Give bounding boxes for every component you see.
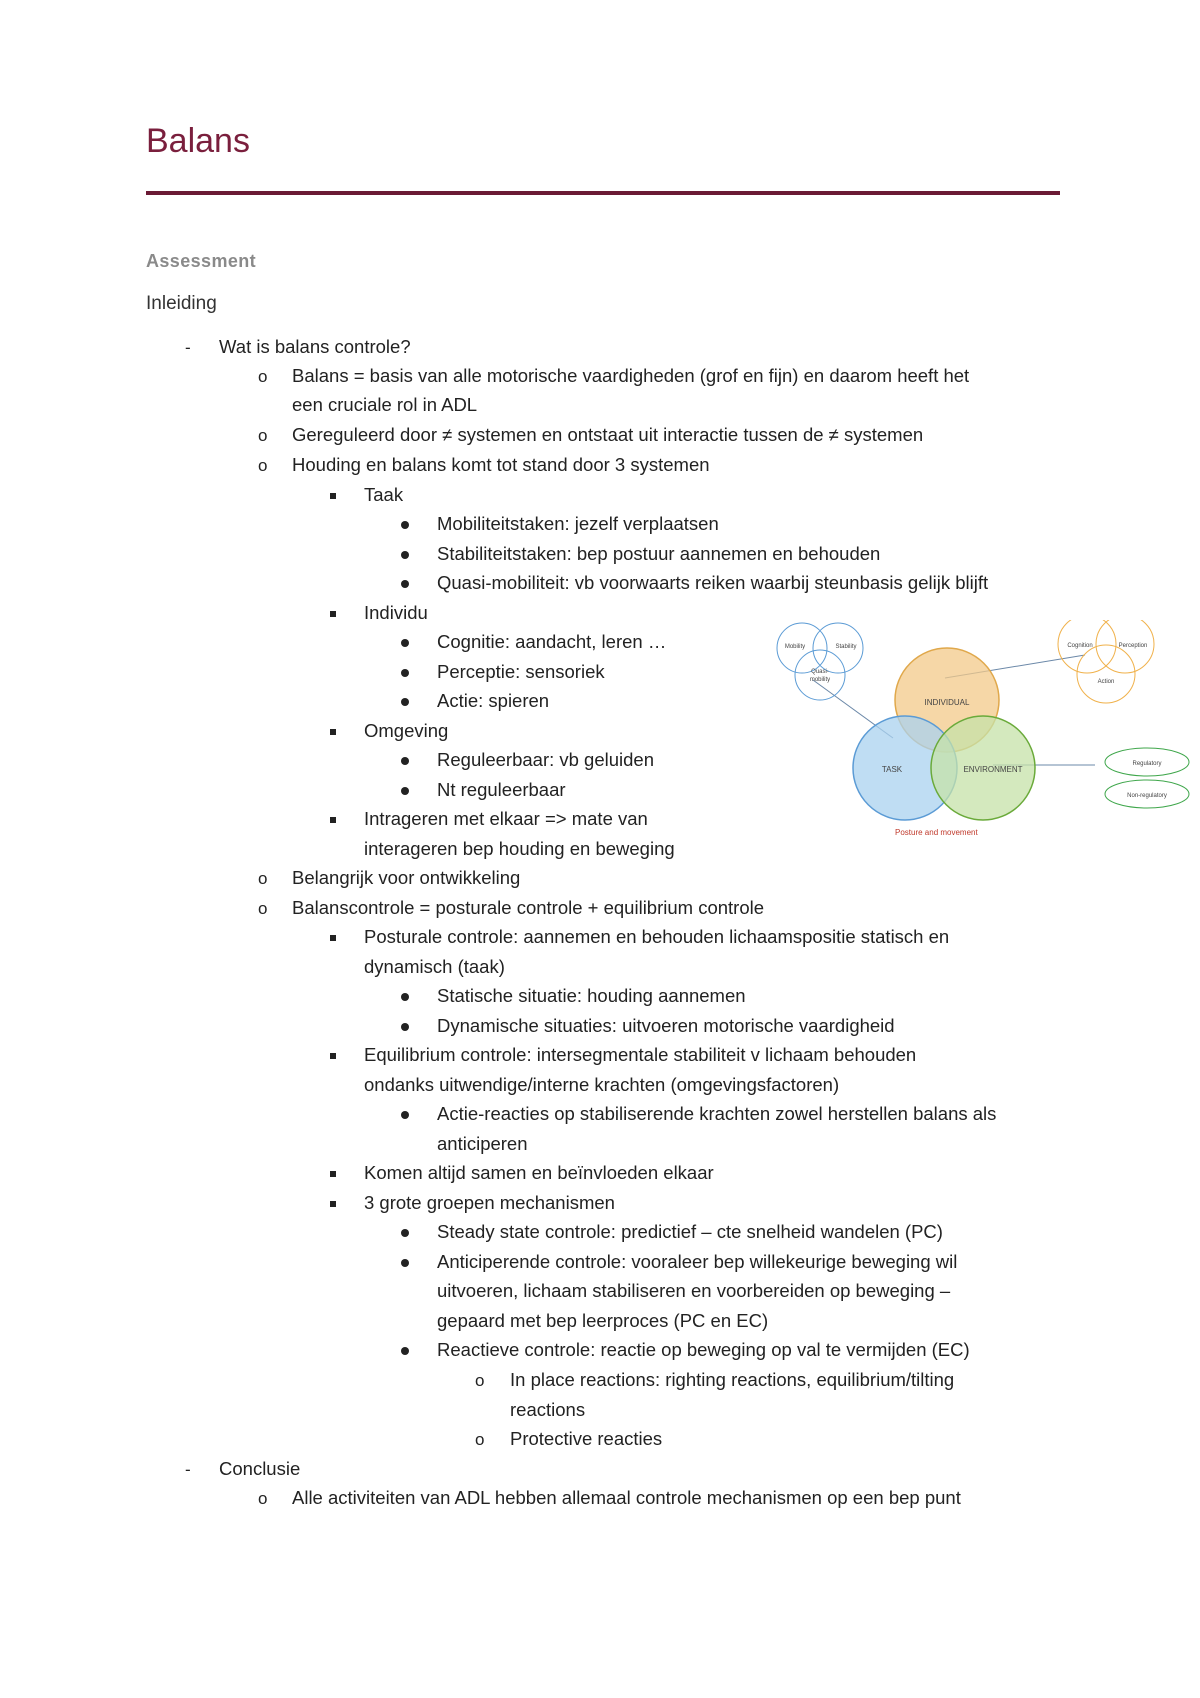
dot-bullet [401,1259,409,1267]
list-item: Taak [364,484,404,505]
cognition-label: Cognition [1067,643,1093,649]
list-item: Dynamische situaties: uitvoeren motorische vaardigheid [437,1015,895,1036]
dot-bullet [401,639,409,647]
diagram-caption: Posture and movement [895,828,978,837]
dot-bullet [401,1023,409,1031]
square-bullet [330,1201,336,1207]
square-bullet [330,935,336,941]
list-item: Steady state controle: predictief – cte snelheid wandelen (PC) [437,1221,943,1242]
circle-bullet: o [258,367,268,386]
circle-bullet: o [258,869,268,888]
list-item: Omgeving [364,720,449,741]
dot-bullet [401,698,409,706]
square-bullet [330,1053,336,1059]
square-bullet [330,493,336,499]
dot-bullet [401,669,409,677]
perception-label: Perception [1118,643,1148,649]
dash-bullet: - [185,338,191,357]
dot-bullet [401,757,409,765]
list-item: Belangrijk voor ontwikkeling [292,867,521,888]
circle-bullet: o [258,899,268,918]
list-item: Quasi-mobiliteit: vb voorwaarts reiken waarbij steunbasis gelijk blijft [437,572,989,593]
title-rule [146,191,1060,195]
dot-bullet [401,787,409,795]
non-regulatory-label: Non-regulatory [1127,793,1167,799]
list-item: uitvoeren, lichaam stabiliseren en voorbereiden op beweging – [437,1280,951,1301]
quasi-mobility-label-2: mobility [809,677,831,683]
circle-bullet: o [475,1371,485,1390]
individual-label: INDIVIDUAL [924,698,970,707]
list-item: Gereguleerd door ≠ systemen en ontstaat uit interactie tussen de ≠ systemen [292,424,924,445]
heading-assessment: Assessment [146,251,257,271]
list-item: Reactieve controle: reactie op beweging op val te vermijden (EC) [437,1339,970,1360]
dot-bullet [401,1111,409,1119]
dot-bullet [401,993,409,1001]
circle-bullet: o [258,456,268,475]
dot-bullet [401,1229,409,1237]
action-circle [1077,645,1135,703]
list-item: Mobiliteitstaken: jezelf verplaatsen [437,513,719,534]
dot-bullet [401,551,409,559]
regulatory-label: Regulatory [1132,761,1162,767]
list-item: Balans = basis van alle motorische vaardigheden (grof en fijn) en daarom heeft het [292,365,970,386]
page-title: Balans [146,122,250,160]
list-item: Actie: spieren [437,690,550,711]
circle-bullet: o [258,426,268,445]
list-item: een cruciale rol in ADL [292,394,478,415]
list-item: Alle activiteiten van ADL hebben allemaal controle mechanismen op een bep punt [292,1487,961,1508]
list-item: Protective reacties [510,1428,663,1449]
list-item: dynamisch (taak) [364,956,505,977]
dot-bullet [401,521,409,529]
list-item: Nt reguleerbaar [437,779,566,800]
list-item: Individu [364,602,428,623]
list-item: Posturale controle: aannemen en behouden lichaamspositie statisch en [364,926,950,947]
list-item: Intrageren met elkaar => mate van [364,808,648,829]
list-item: gepaard met bep leerproces (PC en EC) [437,1310,769,1331]
list-item: Statische situatie: houding aannemen [437,985,746,1006]
list-item: Anticiperende controle: vooraleer bep willekeurige beweging wil [437,1251,958,1272]
list-item: ondanks uitwendige/interne krachten (omgevingsfactoren) [364,1074,840,1095]
circle-bullet: o [475,1430,485,1449]
list-item: Houding en balans komt tot stand door 3 systemen [292,454,710,475]
square-bullet [330,1171,336,1177]
list-item: Komen altijd samen en beïnvloeden elkaar [364,1162,714,1183]
task-label: TASK [881,765,903,774]
environment-label: ENVIRONMENT [963,765,1023,774]
list-item: Perceptie: sensoriek [437,661,605,682]
stability-label: Stability [835,644,857,650]
list-item: Stabiliteitstaken: bep postuur aannemen en behouden [437,543,881,564]
list-item: reactions [510,1399,586,1420]
quasi-mobility-label-1: Quasi- [811,669,829,675]
list-item: anticiperen [437,1133,528,1154]
list-item: In place reactions: righting reactions, equilibrium/tilting [510,1369,955,1390]
action-label: Action [1097,679,1115,685]
list-item: Actie-reacties op stabiliserende krachten zowel herstellen balans als [437,1103,997,1124]
list-item: Balanscontrole = posturale controle + equilibrium controle [292,897,765,918]
dash-bullet: - [185,1460,191,1479]
square-bullet [330,817,336,823]
dot-bullet [401,580,409,588]
mobility-label: Mobility [784,644,806,650]
list-item: Wat is balans controle? [219,336,411,357]
dot-bullet [401,1347,409,1355]
quasi-mobility-circle [795,650,845,700]
square-bullet [330,611,336,617]
list-item: Conclusie [219,1458,301,1479]
systems-venn-diagram [775,620,1200,845]
square-bullet [330,729,336,735]
heading-inleiding: Inleiding [146,293,217,314]
list-item: Reguleerbaar: vb geluiden [437,749,655,770]
circle-bullet: o [258,1489,268,1508]
list-item: Equilibrium controle: intersegmentale stabiliteit v lichaam behouden [364,1044,917,1065]
list-item: Cognitie: aandacht, leren … [437,631,667,652]
list-item: 3 grote groepen mechanismen [364,1192,615,1213]
list-item: interageren bep houding en beweging [364,838,675,859]
